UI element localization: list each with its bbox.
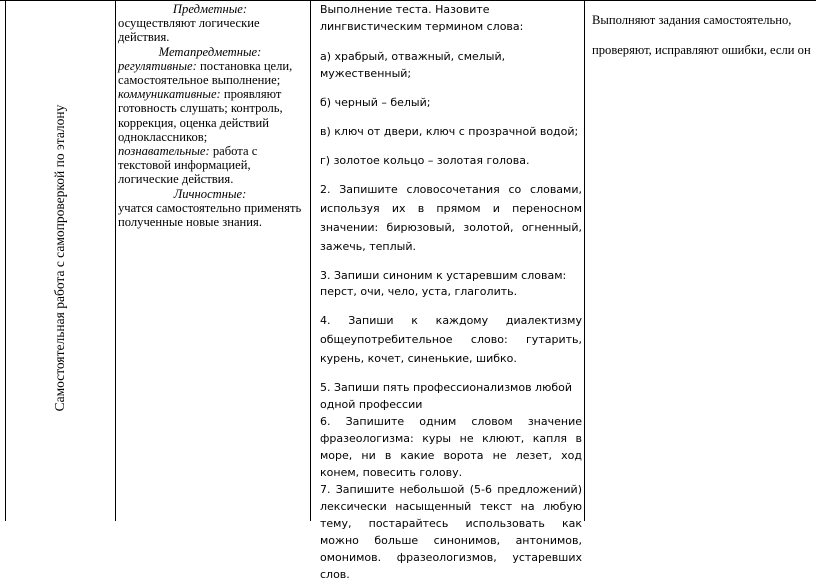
regul-label: регулятивные: <box>118 58 197 73</box>
cogn-label: познавательные: <box>118 144 210 159</box>
regul-text: постановка цели, самостоятельное выполнение; <box>118 58 293 88</box>
table-border-left <box>5 0 6 521</box>
meta-title: Метапредметные: <box>158 44 262 59</box>
comm-label: коммуникативные: <box>118 87 221 102</box>
test-item-c: в) ключ от двери, ключ с прозрачной водой; <box>320 125 579 138</box>
task-6: 6. Запишите одним словом значение фразеологизма: куры не клюют, капля в море, ни в какие ворота не лезет, ход конем, повесить голову. <box>320 415 582 479</box>
cogn-line <box>118 144 302 187</box>
test-item-a: а) храбрый, отважный, смелый, мужественный; <box>320 50 506 80</box>
regul-line <box>118 59 302 87</box>
task-4: 4. Запиши к каждому диалектизму общеупотребительное слово: гутарить, курень, кочет, синенькие, шибко. <box>320 314 582 365</box>
subject-text: осуществляют логические действия. <box>118 16 260 45</box>
task-7: 7. Запишите небольшой (5-6 предложений) лексически насыщенный текст на любую тему, постарайтесь использовать как можно больше синонимов, антонимов, омонимов. фразеологизмов, устаревших слов. <box>320 483 582 581</box>
task-5: 5. Запиши пять профессионализмов любой одной профессии <box>320 381 573 411</box>
task-2: 2. Запишите словосочетания со словами, используя их в прямом и переносном значении: бирюзовый, золотой, огненный, зажечь, теплый. <box>320 183 582 253</box>
task-3: 3. Запиши синоним к устаревшим словам: перст, очи, чело, уста, глаголить. <box>320 269 567 298</box>
subject-title: Предметные: <box>172 2 248 16</box>
test-item-b: б) черный – белый; <box>320 96 431 109</box>
test-item-d: г) золотое кольцо – золотая голова. <box>320 154 530 167</box>
test-intro: Выполнение теста. Назовите лингвистическим термином слова: <box>320 3 524 33</box>
table-border-col4 <box>584 0 585 521</box>
table-border-col3 <box>310 0 311 521</box>
results-cell <box>118 2 302 229</box>
personal-title: Личностные: <box>173 186 247 201</box>
students-line-2: проверяют, исправляют ошибки, если он <box>592 43 811 57</box>
students-cell <box>592 12 816 58</box>
comm-text: проявляют готовность слушать; контроль, коррекция, оценка действий одноклассников; <box>118 87 283 144</box>
comm-line <box>118 87 302 144</box>
personal-text: учатся самостоятельно применять полученные новые знания. <box>118 200 302 230</box>
teacher-cell <box>320 0 582 583</box>
cogn-text: работа с текстовой информацией, логические действия. <box>118 144 258 187</box>
stage-label: Самостоятельная работа с самопроверкой по эталону <box>52 104 67 412</box>
students-line-1: Выполняют задания самостоятельно, <box>592 13 792 27</box>
table-border-col2 <box>115 0 116 521</box>
